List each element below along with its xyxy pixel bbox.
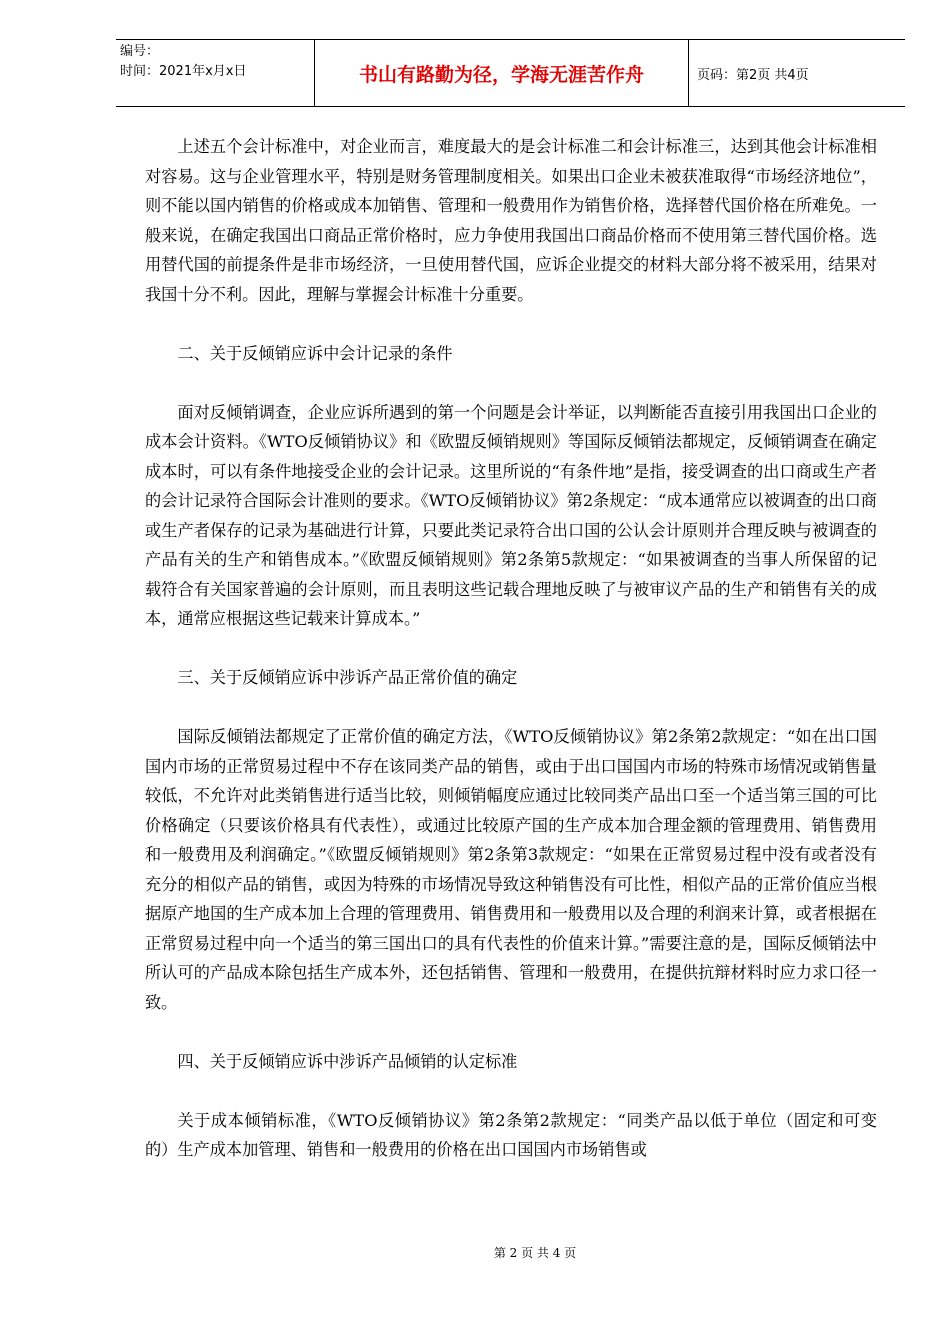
section-heading-4: 四、关于反倾销应诉中涉诉产品倾销的认定标准 <box>177 1051 518 1071</box>
section-heading-2: 二、关于反倾销应诉中会计记录的条件 <box>177 343 453 363</box>
paragraph-accounting-records: 面对反倾销调查，企业应诉所遇到的第一个问题是会计举证，以判断能否直接引用我国出口企业的成本会计资料。《WTO反倾销协议》和《欧盟反倾销规则》等国际反倾销法都规定，反倾销调查在确定成本时，可以有条件地接受企业的会计记录。这里所说的“有条件地”是指，接受调查的出口商或生产者的会计记录符合国际会计准则的要求。《WTO反倾销协议》第2条规定：“成本通常应以被调查的出口商或生产者保存的记录为基础进行计算，只要此类记录符合出口国的公认会计原则并合理反映与被调查的产品有关的生产和销售成本。”《欧盟反倾销规则》第2条第5款规定：“如果被调查的当事人所保留的记载符合有关国家普遍的会计原则，而且表明这些记载合理地反映了与被审议产品的生产和销售有关的成本，通常应根据这些记载来计算成本。” <box>145 402 877 628</box>
section-heading-3: 三、关于反倾销应诉中涉诉产品正常价值的确定 <box>177 668 518 687</box>
paragraph-dumping-standard: 关于成本倾销标准，《WTO反倾销协议》第2条第2款规定：“同类产品以低于单位（固定和可变的）生产成本加管理、销售和一般费用的价格在出口国国内市场销售或 <box>145 1110 877 1159</box>
header-meta-cell <box>116 40 315 106</box>
page-header <box>116 39 905 107</box>
document-number-label: 编号： <box>120 44 160 59</box>
footer-page-number: 第 2 页 共 4 页 <box>493 1246 577 1260</box>
header-page-info: 页码：第2页 共4页 <box>697 67 809 83</box>
document-time-label: 时间：2021年x月x日 <box>120 64 247 79</box>
header-motto: 书山有路勤为径，学海无涯苦作舟 <box>315 40 689 106</box>
page-footer <box>0 1244 950 1261</box>
paragraph-accounting-standards: 上述五个会计标准中，对企业而言，难度最大的是会计标准二和会计标准三，达到其他会计标准相对容易。这与企业管理水平，特别是财务管理制度相关。如果出口企业未被获准取得“市场经济地位”，则不能以国内销售的价格或成本加销售、管理和一般费用作为销售价格，选择替代国价格在所难免。一般来说，在确定我国出口商品正常价格时，应力争使用我国出口商品价格而不使用第三替代国价格。选用替代国的前提条件是非市场经济，一旦使用替代国，应诉企业提交的材料大部分将不被采用，结果对我国十分不利。因此，理解与掌握会计标准十分重要。 <box>145 137 877 304</box>
document-body <box>145 132 877 1165</box>
paragraph-normal-value: 国际反倾销法都规定了正常价值的确定方法，《WTO反倾销协议》第2条第2款规定：“如在出口国国内市场的正常贸易过程中不存在该同类产品的销售，或由于出口国国内市场的特殊市场情况或销售量较低，不允许对此类销售进行适当比较，则倾销幅度应通过比较同类产品出口至一个适当第三国的可比价格确定（只要该价格具有代表性），或通过比较原产国的生产成本加合理金额的管理费用、销售费用和一般费用及利润确定。”《欧盟反倾销规则》第2条第3款规定：“如果在正常贸易过程中没有或者没有充分的相似产品的销售，或因为特殊的市场情况导致这种销售没有可比性，相似产品的正常价值应当根据原产地国的生产成本加上合理的管理费用、销售费用和一般费用以及合理的利润来计算，或者根据在正常贸易过程中向一个适当的第三国出口的具有代表性的价值来计算。”需要注意的是，国际反倾销法中所认可的产品成本除包括生产成本外，还包括销售、管理和一般费用，在提供抗辩材料时应力求口径一致。 <box>145 727 877 1012</box>
